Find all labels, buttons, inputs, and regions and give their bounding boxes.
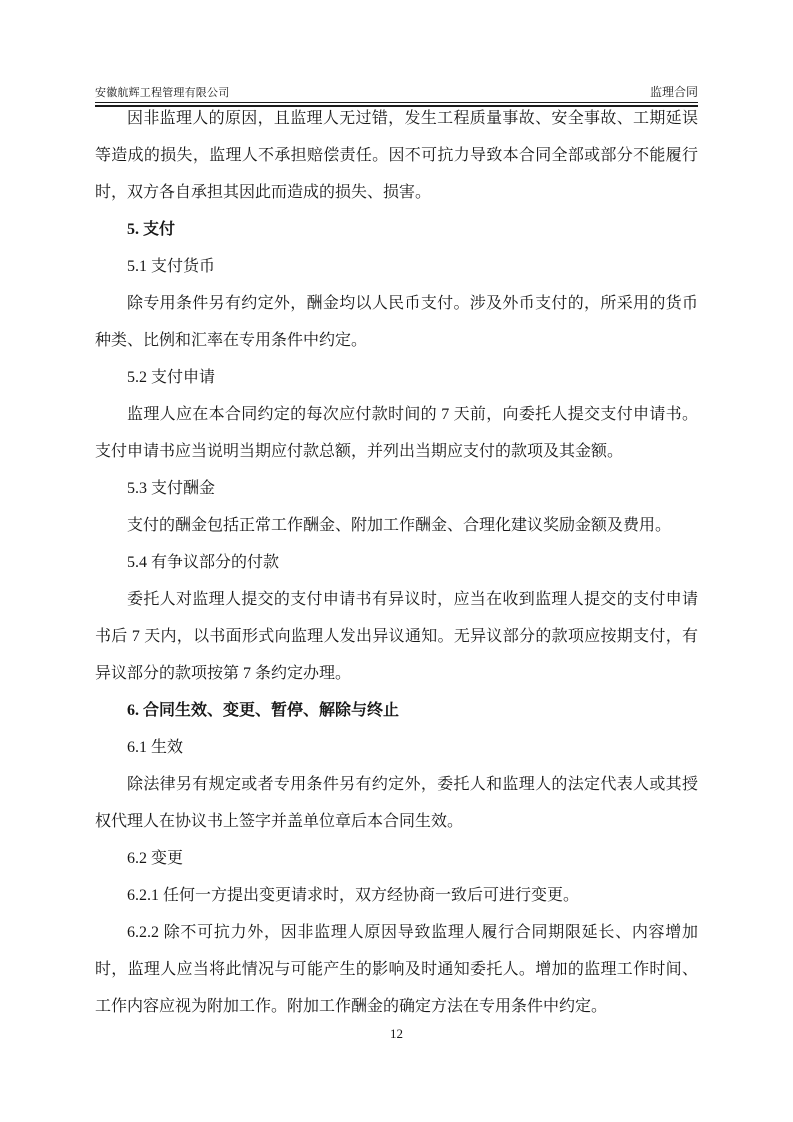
- paragraph: 支付的酬金包括正常工作酬金、附加工作酬金、合理化建议奖励金额及费用。: [127, 517, 672, 534]
- subsection-heading: 5.1 支付货币: [127, 258, 216, 275]
- section-heading: 6. 合同生效、变更、暂停、解除与终止: [127, 702, 400, 719]
- document-body: [95, 100, 698, 1025]
- subsection-heading: 5.4 有争议部分的付款: [127, 554, 280, 571]
- subsection-heading: 5.2 支付申请: [127, 369, 216, 386]
- paragraph: 监理人应在本合同约定的每次应付款时间的 7 天前，向委托人提交支付申请书。支付申请书应当说明当期应付款总额，并列出当期应支付的款项及其金额。: [95, 406, 698, 460]
- paragraph: 除专用条件另有约定外，酬金均以人民币支付。涉及外币支付的，所采用的货币种类、比例和汇率在专用条件中约定。: [95, 295, 698, 349]
- paragraph: 因非监理人的原因，且监理人无过错，发生工程质量事故、安全事故、工期延误等造成的损失，监理人不承担赔偿责任。因不可抗力导致本合同全部或部分不能履行时，双方各自承担其因此而造成的损失、损害。: [95, 110, 698, 201]
- paragraph: 除法律另有规定或者专用条件另有约定外，委托人和监理人的法定代表人或其授权代理人在协议书上签字并盖单位章后本合同生效。: [95, 776, 698, 830]
- paragraph: 6.2.2 除不可抗力外，因非监理人原因导致监理人履行合同期限延长、内容增加时，监理人应当将此情况与可能产生的影响及时通知委托人。增加的监理工作时间、工作内容应视为附加工作。附加工作酬金的确定方法在专用条件中约定。: [95, 924, 698, 1015]
- header-row: [95, 83, 698, 100]
- subsection-heading: 6.2 变更: [127, 850, 184, 867]
- header-document-title: 监理合同: [649, 85, 698, 99]
- paragraph: 委托人对监理人提交的支付申请书有异议时，应当在收到监理人提交的支付申请书后 7 天内，以书面形式向监理人发出异议通知。无异议部分的款项应按期支付，有异议部分的款项按第 7 条约定办理。: [95, 591, 698, 682]
- page-number: 12: [390, 1026, 403, 1041]
- paragraph: 6.2.1 任何一方提出变更请求时，双方经协商一致后可进行变更。: [127, 887, 580, 904]
- header-company-name: 安徽航辉工程管理有限公司: [95, 87, 230, 99]
- section-heading: 5. 支付: [127, 221, 176, 238]
- subsection-heading: 6.1 生效: [127, 739, 184, 756]
- subsection-heading: 5.3 支付酬金: [127, 480, 216, 497]
